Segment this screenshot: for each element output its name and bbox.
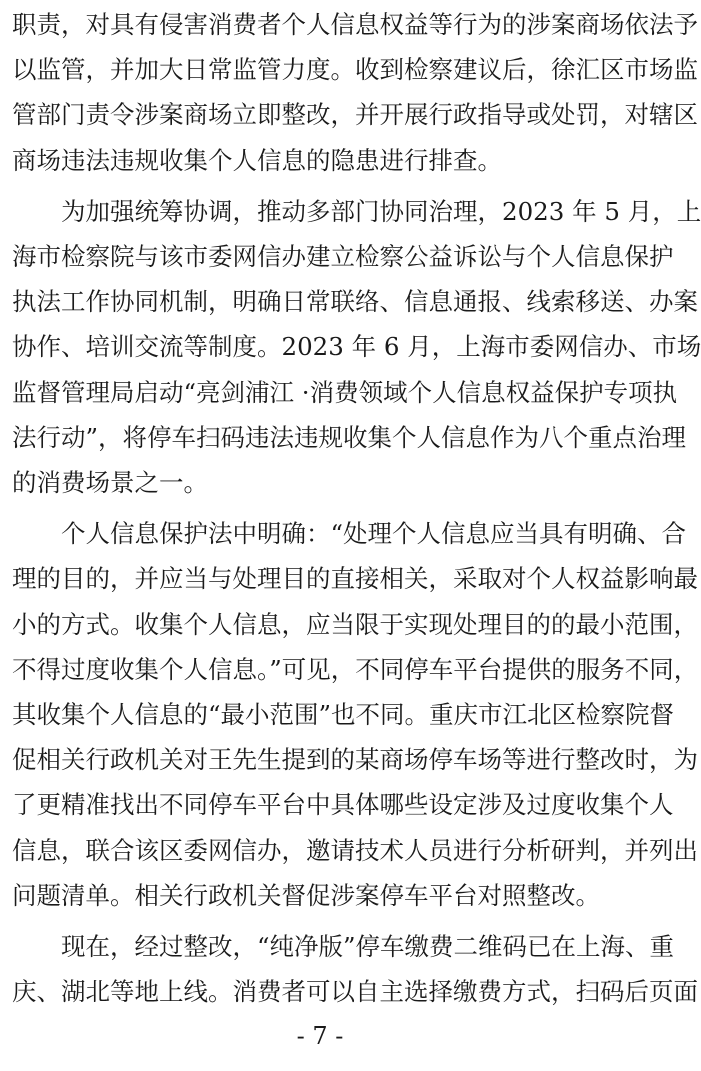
text-line: 以监管，并加大日常监管力度。收到检察建议后，徐汇区市场监 <box>12 55 698 85</box>
text-line: 监督管理局启动“亮剑浦江 ·消费领域个人信息权益保护专项执 <box>12 377 678 407</box>
text-line: 现在，经过整改，“纯净版”停车缴费二维码已在上海、重 <box>12 932 675 961</box>
text-line: 海市检察院与该市委网信办建立检察公益诉讼与个人信息保护 <box>12 242 674 271</box>
text-line: 理的目的，并应当与处理目的直接相关，采取对个人权益影响最 <box>12 564 698 594</box>
text-line: 为加强统筹协调，推动多部门协同治理，2023 年 5 月，上 <box>12 196 701 226</box>
text-line: 执法工作协同机制，明确日常联络、信息通报、线索移送、办案 <box>12 287 698 317</box>
text-line: 职责，对具有侵害消费者个人信息权益等行为的涉案商场依法予 <box>12 10 698 39</box>
text-line: 法行动”，将停车扫码违法违规收集个人信息作为八个重点治理 <box>12 422 687 452</box>
text-line: 信息，联合该区委网信办，邀请技术人员进行分析研判，并列出 <box>12 835 698 865</box>
text-line: 其收集个人信息的“最小范围”也不同。重庆市江北区检察院督 <box>12 700 675 729</box>
text-line: 庆、湖北等地上线。消费者可以自主选择缴费方式，扫码后页面 <box>12 977 698 1007</box>
text-line: 小的方式。收集个人信息，应当限于实现处理目的的最小范围， <box>12 609 698 639</box>
page-number: - 7 - <box>296 1022 344 1050</box>
text-line: 促相关行政机关对王先生提到的某商场停车场等进行整改时，为 <box>12 745 698 775</box>
text-line: 了更精准找出不同停车平台中具体哪些设定涉及过度收集个人 <box>12 790 674 820</box>
text-line: 不得过度收集个人信息。”可见，不同停车平台提供的服务不同， <box>12 654 699 684</box>
text-line: 的消费场景之一。 <box>12 468 208 497</box>
text-line: 管部门责令涉案商场立即整改，并开展行政指导或处罚，对辖区 <box>12 100 698 130</box>
text-line: 个人信息保护法中明确：“处理个人信息应当具有明确、合 <box>12 519 687 549</box>
text-line: 问题清单。相关行政机关督促涉案停车平台对照整改。 <box>12 880 600 910</box>
text-line: 协作、培训交流等制度。2023 年 6 月，上海市委网信办、市场 <box>12 332 701 362</box>
text-line: 商场违法违规收集个人信息的隐患进行排查。 <box>12 145 502 175</box>
